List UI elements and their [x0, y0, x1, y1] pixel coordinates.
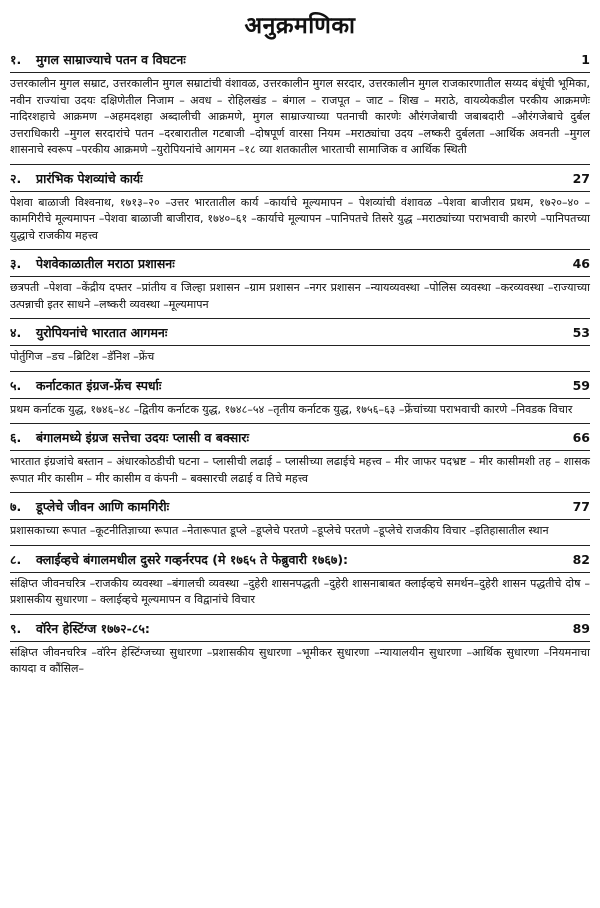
page-number: 53: [572, 325, 590, 340]
toc-entry: [10, 424, 590, 493]
chapter-number: ९.: [10, 620, 22, 636]
chapter-title: पेशवेकाळातील मराठा प्रशासनः: [36, 256, 175, 271]
toc-entry-heading: [10, 377, 590, 394]
chapter-number: ४.: [10, 325, 22, 340]
toc-entry-heading: [10, 551, 590, 568]
toc-entry-heading: [10, 429, 590, 446]
toc-list: [10, 46, 590, 683]
page-number: 66: [572, 430, 590, 445]
chapter-title: युरोपियनांचे भारतात आगमनः: [36, 325, 168, 340]
chapter-title: वॉरेन हेस्टिंग्ज १७७२-८५:: [36, 620, 150, 636]
chapter-title: मुगल साम्राज्याचे पतन व विघटनः: [36, 52, 186, 67]
chapter-number: ५.: [10, 377, 22, 393]
toc-entry-heading: [10, 620, 590, 637]
chapter-number: ६.: [10, 430, 22, 445]
chapter-title: डूप्लेचे जीवन आणि कामगिरीः: [36, 499, 170, 514]
chapter-number: २.: [10, 170, 22, 186]
toc-entry-heading: [10, 324, 590, 341]
page-number: 89: [572, 620, 590, 636]
toc-entry-heading: [10, 255, 590, 272]
chapter-title: क्लाईव्हचे बंगालमधील दुसरे गव्हर्नरपद (मे १७६५ ते फेब्रुवारी १७६७):: [36, 551, 349, 567]
chapter-topics: पोर्तुगिज –डच –ब्रिटिश –डॅनिश –फ्रेंच: [10, 345, 590, 366]
page-number: 77: [572, 499, 590, 514]
toc-entry: [10, 615, 590, 683]
toc-entry-heading: [10, 51, 590, 68]
chapter-topics: प्रशासकाच्या रूपात –कूटनीतिज्ञाच्या रूपात –नेतारूपात डूप्ले –डूप्लेचे परतणे –डूप्लेचे परतणे –डूप्लेचे राजकीय विचार –इतिहासातील स्थान: [10, 519, 590, 540]
chapter-topics: प्रथम कर्नाटक युद्ध, १७४६–४८ –द्वितीय कर्नाटक युद्ध, १७४८–५४ –तृतीय कर्नाटक युद्ध, १७५६–६३ –फ्रेंचांच्या पराभवाची कारणे –निवडक विचार: [10, 398, 590, 419]
toc-entry: [10, 493, 590, 546]
toc-entry: [10, 319, 590, 372]
chapter-number: ३.: [10, 256, 22, 271]
page-number: 59: [572, 377, 590, 393]
chapter-title: कर्नाटकात इंग्रज-फ्रेंच स्पर्धाः: [36, 377, 162, 393]
chapter-title: बंगालमध्ये इंग्रज सत्तेचा उदयः प्लासी व बक्सारः: [36, 430, 250, 445]
toc-entry: [10, 372, 590, 425]
toc-entry-heading: [10, 498, 590, 515]
page-number: 82: [572, 551, 590, 567]
chapter-topics: संक्षिप्त जीवनचरित्र –वॉरेन हेस्टिंग्जच्या सुधारणा –प्रशासकीय सुधारणा –भूमीकर सुधारणा –न्यायालयीन सुधारणा –आर्थिक सुधारणा –नियमनाचा कायदा व कौंसिल–: [10, 641, 590, 678]
toc-entry: [10, 165, 590, 251]
chapter-topics: संक्षिप्त जीवनचरित्र –राजकीय व्यवस्था –बंगालची व्यवस्था –दुहेरी शासनपद्धती –दुहेरी शासनाबाबत क्लाईव्हचे समर्थन–दुहेरी शासन पद्धतीचे दोष –प्रशासकीय सुधारणा – क्लाईव्हचे मूल्यमापन व विद्वानांचे विचार: [10, 572, 590, 609]
page-number: 27: [572, 170, 590, 186]
chapter-topics: पेशवा बाळाजी विश्वनाथ, १७१३–२० –उत्तर भारतातील कार्य –कार्याचे मूल्यमापन – पेशव्यांची वंशावळ –पेशवा बाजीराव प्रथम, १७२०–४० –कामगिरीचे मूल्यमापन –पेशवा बाळाजी बाजीराव, १७४०–६१ –कार्याचे मूल्यापन –पानिपतचे तिसरे युद्ध –मराठ्यांच्या पराभवाची कारणे –पानिपतच्या युद्धाचे राजकीय महत्त्व: [10, 191, 590, 245]
chapter-topics: छत्रपती –पेशवा –केंद्रीय दफ्तर –प्रांतीय व जिल्हा प्रशासन –ग्राम प्रशासन –नगर प्रशासन –न्यायव्यवस्था –पोलिस व्यवस्था –करव्यवस्था –राज्याच्या उत्पन्नाची इतर साधने –लष्करी व्यवस्था –मूल्यमापन: [10, 276, 590, 313]
chapter-number: ८.: [10, 551, 22, 567]
chapter-topics: भारतात इंग्रजांचे बस्तान – अंधारकोठडीची घटना – प्लासीची लढाई – प्लासीच्या लढाईचे महत्त्व – मीर जाफर पदभ्रष्ट – मीर कासीमशी तह – शासक रूपात मीर कासीम – मीर कासीम व कंपनी – बक्सारची लढाई व तिचे महत्त्व: [10, 450, 590, 487]
page-title: अनुक्रमणिका: [244, 13, 356, 39]
chapter-number: ७.: [10, 499, 22, 514]
page-number: 46: [572, 256, 590, 271]
toc-entry: [10, 546, 590, 615]
chapter-title: प्रारंभिक पेशव्यांचे कार्यः: [36, 170, 143, 186]
toc-entry: [10, 250, 590, 319]
page-number: 1: [581, 52, 590, 67]
toc-entry-heading: [10, 170, 590, 187]
toc-entry: [10, 46, 590, 165]
chapter-topics: उत्तरकालीन मुगल सम्राट, उत्तरकालीन मुगल सम्राटांची वंशावळ, उत्तरकालीन मुगल सरदार, उत्तरकालीन मुगल राजकारणातील सय्यद बंधूंची भूमिका, नवीन राज्यांचा उदयः दक्षिणेतील निजाम – अवध – रोहिलखंड – बंगाल – राजपूत – जाट – शिख – मराठे, वायव्येकडील परकीय आक्रमणेः नादिरशहाचे आक्रमण –अहमदशहा अब्दालीची आक्रमणे, मुगल साम्राज्याच्या पतनाची कारणेः औरंगजेबाची जबाबदारी –औरंगजेबाचे दुर्बल उत्तराधिकारी –मुगल सरदारांचे पतन –दरबारातील गटबाजी –दोषपूर्ण वारसा नियम –मराठ्यांचा उदय –लष्करी दुर्बलता –आर्थिक अवनती –मुगल शासनाचे स्वरूप –परकीय आक्रमणे –युरोपियनांचे आगमन –१८ व्या शतकातील भारताची सामाजिक व आर्थिक स्थिती: [10, 72, 590, 159]
chapter-number: १.: [10, 52, 22, 67]
